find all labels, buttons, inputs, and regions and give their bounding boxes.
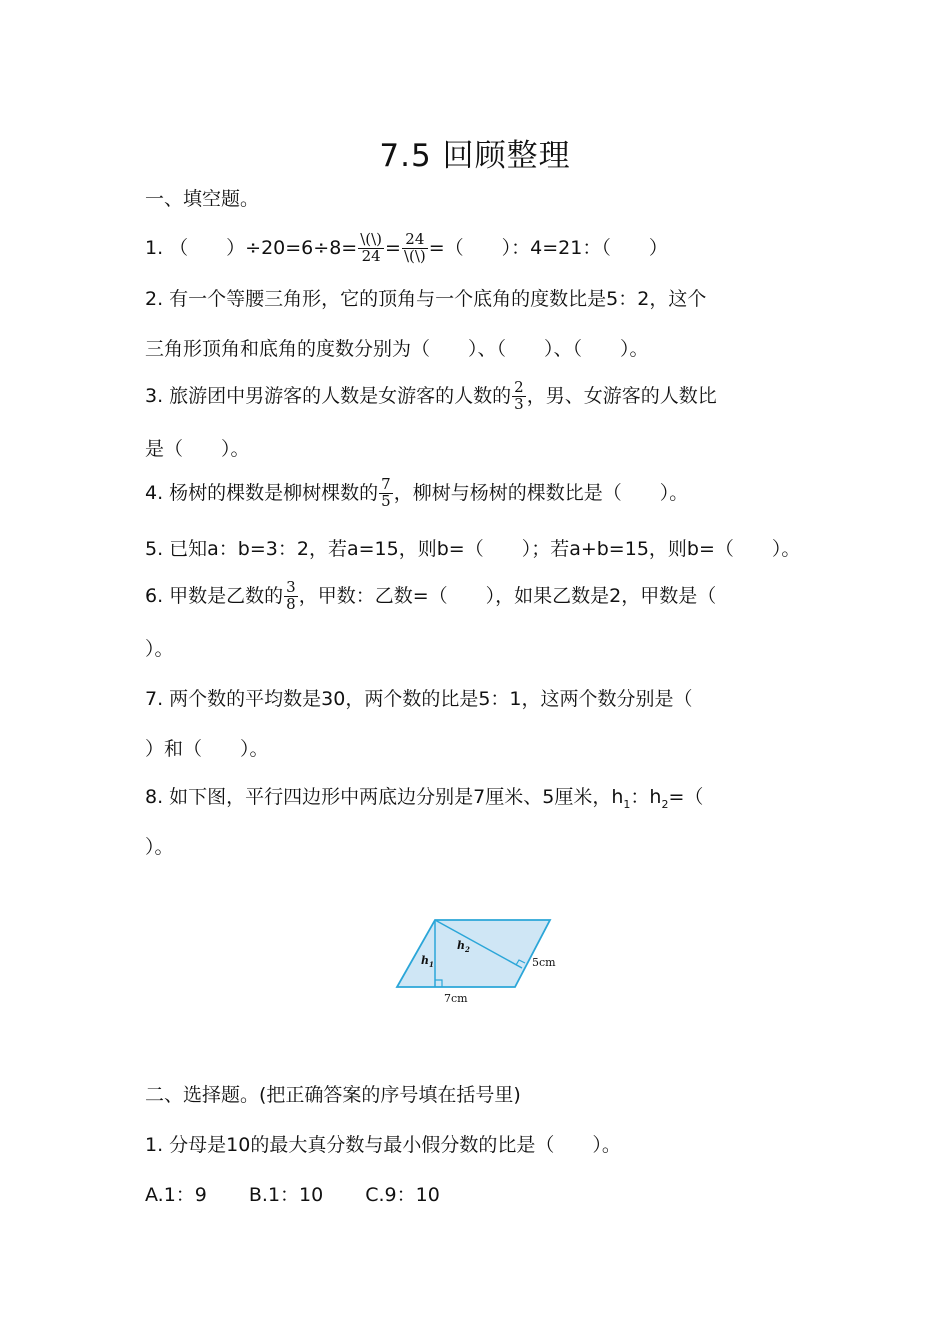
q1-text-a: 1. （ ）÷20=6÷8= xyxy=(145,236,358,259)
q4-text-b: ，柳树与杨树的棵数比是（ ）。 xyxy=(393,481,689,504)
label-h2: $h_2$ xyxy=(457,939,470,954)
option-c: C.9：10 xyxy=(365,1184,440,1206)
question-1 xyxy=(145,232,668,265)
question-2-line-1: 2. 有一个等腰三角形，它的顶角与一个底角的度数比是5：2，这个 xyxy=(145,288,707,310)
choice-options xyxy=(145,1186,482,1205)
q1-fraction-2: $\frac{24}{\backslash(\backslash)}$ xyxy=(403,230,426,265)
option-a: A.1：9 xyxy=(145,1184,207,1206)
question-6 xyxy=(145,580,716,613)
q4-fraction: $\frac{7}{5}$ xyxy=(381,475,391,510)
parallelogram-shape xyxy=(397,920,550,987)
q1-equals: = xyxy=(385,236,401,259)
question-3 xyxy=(145,380,717,413)
section1-heading: 一、填空题。 xyxy=(145,188,260,210)
question-5: 5. 已知a：b=3：2，若a=15，则b=（ ）；若a+b=15，则b=（ ）。 xyxy=(145,538,801,560)
question-3-line-2: 是（ ）。 xyxy=(145,438,250,460)
q1-fraction-1: $\frac{\backslash(\backslash)}{24}$ xyxy=(360,230,383,265)
section2-heading: 二、选择题。(把正确答案的序号填在括号里) xyxy=(145,1084,521,1106)
choice-question-1: 1. 分母是10的最大真分数与最小假分数的比是（ ）。 xyxy=(145,1134,621,1156)
label-base-7cm: 7cm xyxy=(444,992,468,1005)
question-2-line-2: 三角形顶角和底角的度数分别为（ ）、（ ）、（ ）。 xyxy=(145,338,649,360)
question-7-line-2: ）和（ ）。 xyxy=(145,738,269,760)
question-4 xyxy=(145,477,688,510)
q3-text-a: 3. 旅游团中男游客的人数是女游客的人数的 xyxy=(145,384,512,407)
q3-fraction: $\frac{2}{3}$ xyxy=(514,378,524,413)
question-8-line-1: 8. 如下图，平行四边形中两底边分别是7厘米、5厘米，$h_1$：$h_2=$（ xyxy=(145,786,704,811)
q6-text-b: ，甲数：乙数=（ ），如果乙数是2，甲数是（ xyxy=(298,584,717,607)
parallelogram-figure xyxy=(390,912,560,1007)
q1-text-b: =（ ）：4=21：（ ） xyxy=(428,236,668,259)
question-8-line-2: ）。 xyxy=(145,836,174,858)
q4-text-a: 4. 杨树的棵数是柳树棵数的 xyxy=(145,481,379,504)
q6-text-a: 6. 甲数是乙数的 xyxy=(145,584,284,607)
option-b: B.1：10 xyxy=(248,1184,324,1206)
question-7-line-1: 7. 两个数的平均数是30，两个数的比是5：1，这两个数分别是（ xyxy=(145,688,693,710)
question-6-line-2: ）。 xyxy=(145,638,174,660)
q6-fraction: $\frac{3}{8}$ xyxy=(286,578,296,613)
label-h1: $h_1$ xyxy=(421,954,434,969)
q3-text-b: ，男、女游客的人数比 xyxy=(526,384,717,407)
label-side-5cm: 5cm xyxy=(532,956,556,969)
page-title: 7.5 回顾整理 xyxy=(379,138,571,174)
